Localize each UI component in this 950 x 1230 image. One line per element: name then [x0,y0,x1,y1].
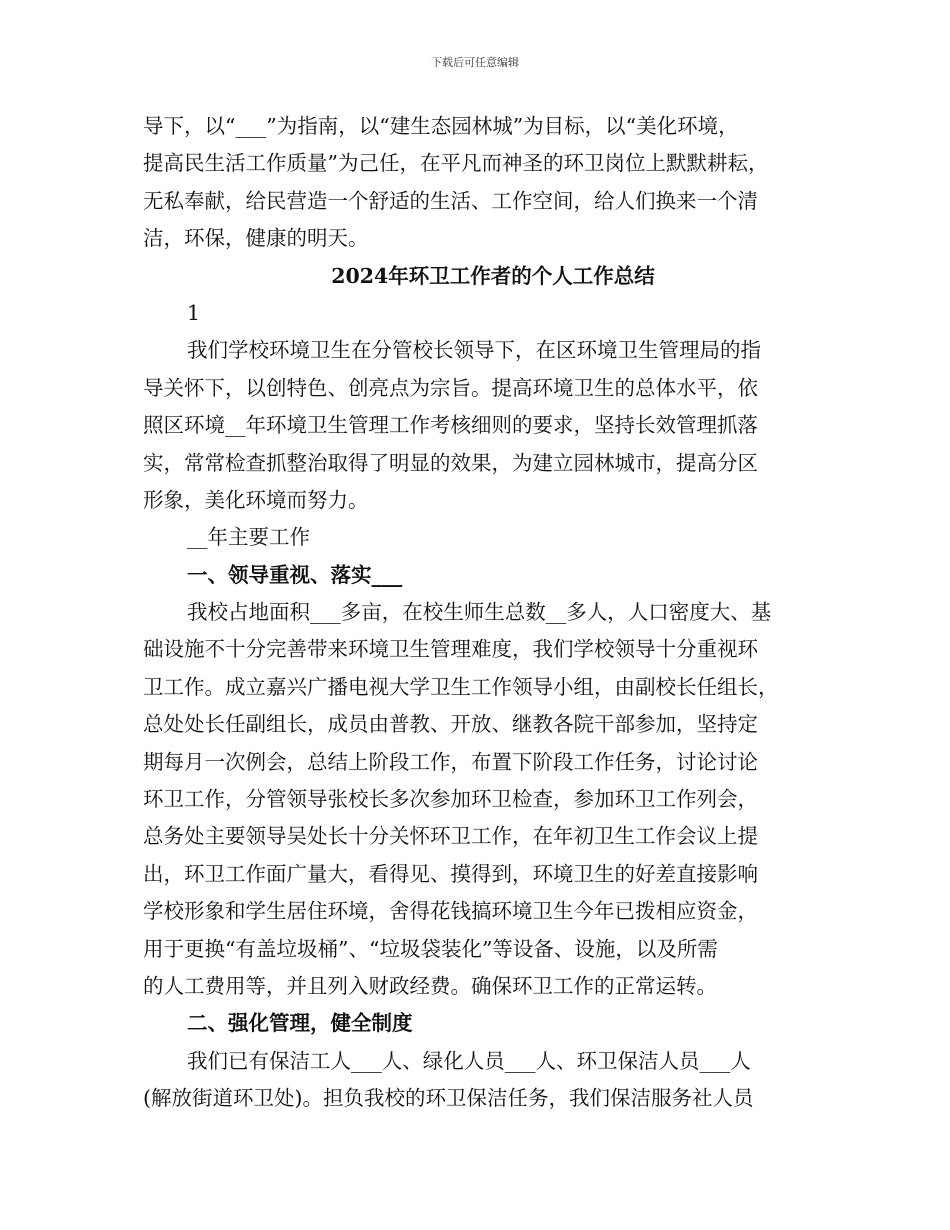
body-line: 学校形象和学生居住环境，舍得花钱搞环境卫生今年已拨相应资金， [143,899,758,924]
body-line: 提高民生活工作质量”为己任，在平凡而神圣的环卫岗位上默默耕耘， [143,151,769,176]
section-heading: 一、领导重视、落实___ [187,562,403,587]
body-line: 我校占地面积___多亩，在校生师生总数__多人，人口密度大、基 [187,600,772,625]
body-line: 我们已有保洁工人___人、绿化人员___人、环卫保洁人员___人 [187,1048,751,1073]
body-line: 用于更换“有盖垃圾桶”、“垃圾袋装化”等设备、设施，以及所需 [143,936,718,961]
body-line: 洁，环保，健康的明天。 [143,226,369,251]
body-line: 我们学校环境卫生在分管校长领导下，在区环境卫生管理局的指 [187,338,761,363]
body-line: 出，环卫工作面广量大，看得见、摸得到，环境卫生的好差直接影响 [143,861,758,886]
body-line: 础设施不十分完善带来环境卫生管理难度，我们学校领导十分重视环 [143,637,758,662]
body-line: 形象，美化环境而努力。 [143,487,369,512]
document-body [143,108,843,1118]
body-line: 的人工费用等，并且列入财政经费。确保环卫工作的正常运转。 [143,973,717,998]
subheading: __年主要工作 [187,525,310,550]
body-line: 实，常常检查抓整治取得了明显的效果，为建立园林城市，提高分区 [143,450,758,475]
body-line: 导下，以“___”为指南，以“建生态园林城”为目标，以“美化环境， [143,114,739,138]
body-line: (解放街道环卫处)。担负我校的环卫保洁任务，我们保洁服务社人员 [143,1086,754,1111]
body-line: 卫工作。成立嘉兴广播电视大学卫生工作领导小组，由副校长任组长， [143,674,779,699]
body-line: 期每月一次例会，总结上阶段工作，布置下阶段工作任务，讨论讨论 [143,749,758,774]
section-number: 1 [187,300,201,325]
body-line: 照区环境__年环境卫生管理工作考核细则的要求，坚持长效管理抓落 [143,413,758,438]
body-line: 总处处长任副组长，成员由普教、开放、继教各院干部参加，坚持定 [143,712,758,737]
page-header: 下载后可任意编辑 [431,56,519,69]
body-line: 环卫工作，分管领导张校长多次参加环卫检查，参加环卫工作列会， [143,787,758,812]
document-title: 2024年环卫工作者的个人工作总结 [331,263,655,288]
body-line: 总务处主要领导吴处长十分关怀环卫工作，在年初卫生工作会议上提 [143,824,758,849]
body-line: 导关怀下，以创特色、创亮点为宗旨。提高环境卫生的总体水平，依 [143,375,758,400]
body-line: 无私奉献，给民营造一个舒适的生活、工作空间，给人们换来一个清 [143,188,758,213]
section-heading: 二、强化管理，健全制度 [187,1011,413,1036]
